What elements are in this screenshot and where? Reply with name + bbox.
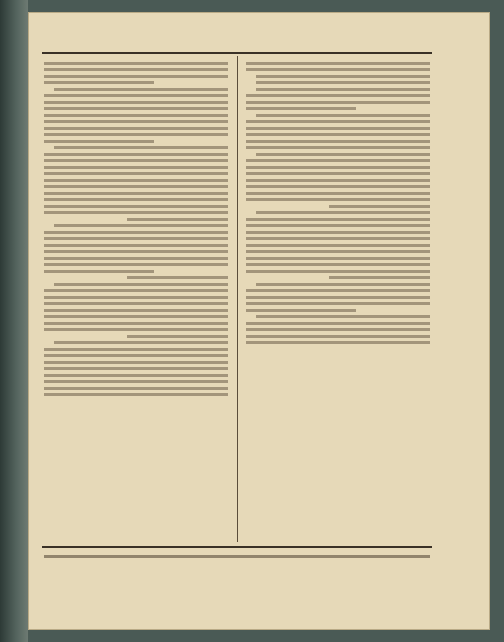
header-rule — [42, 52, 432, 54]
left-column — [44, 58, 228, 542]
book-binding — [0, 0, 28, 642]
right-column — [246, 58, 430, 542]
column-divider — [237, 56, 238, 542]
printer-imprint-line — [44, 555, 430, 558]
printer-imprint — [44, 552, 430, 558]
footer-rule — [42, 546, 432, 548]
